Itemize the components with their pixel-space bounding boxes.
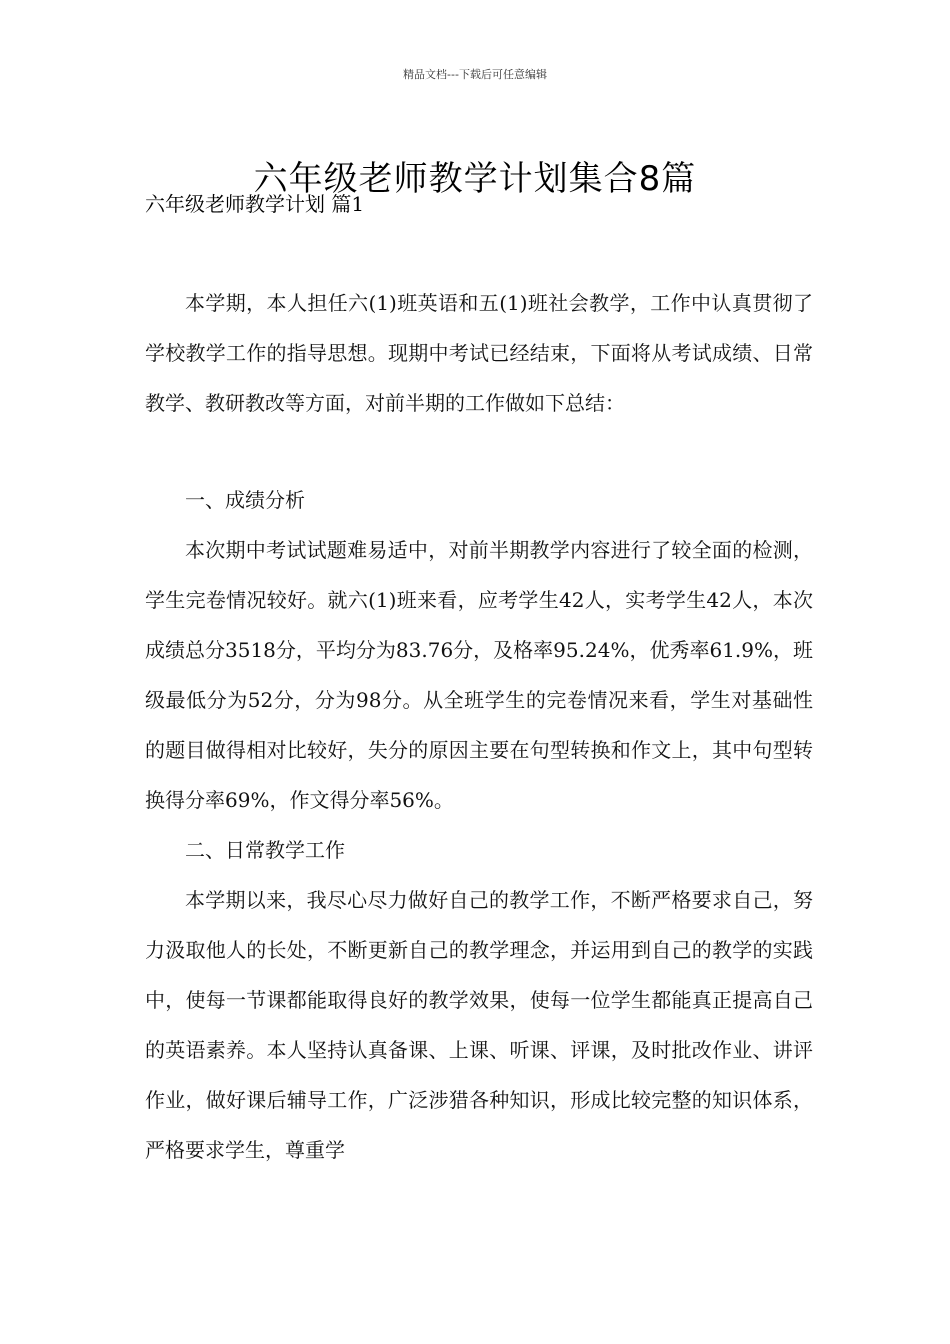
body-section — [145, 475, 813, 1175]
heading-daily-teaching: 二、日常教学工作 — [185, 838, 345, 862]
heading-score-analysis: 一、成绩分析 — [185, 488, 305, 512]
section-subtitle: 六年级老师教学计划 篇1 — [145, 192, 365, 216]
page-header-note: 精品文档---下载后可任意编辑 — [403, 68, 547, 81]
intro-section — [145, 278, 813, 428]
score-analysis-paragraph: 本次期中考试试题难易适中，对前半期教学内容进行了较全面的检测，学生完卷情况较好。就六(1)班来看，应考学生42人，实考学生42人，本次成绩总分3518分，平均分为83.76分，及格率95.24%，优秀率61.9%，班级最低分为52分，分为98分。从全班学生的完卷情况来看，学生对基础性的题目做得相对比较好，失分的原因主要在句型转换和作文上，其中句型转换得分率69%，作文得分率56%。 — [145, 538, 813, 812]
daily-teaching-paragraph: 本学期以来，我尽心尽力做好自己的教学工作，不断严格要求自己，努力汲取他人的长处，不断更新自己的教学理念，并运用到自己的教学的实践中，使每一节课都能取得良好的教学效果，使每一位学生都能真正提高自己的英语素养。本人坚持认真备课、上课、听课、评课，及时批改作业、讲评作业，做好课后辅导工作，广泛涉猎各种知识，形成比较完整的知识体系，严格要求学生，尊重学 — [145, 888, 813, 1162]
document-title: 六年级老师教学计划集合8篇 — [253, 158, 697, 199]
intro-paragraph: 本学期，本人担任六(1)班英语和五(1)班社会教学，工作中认真贯彻了学校教学工作的指导思想。现期中考试已经结束，下面将从考试成绩、日常教学、教研教改等方面，对前半期的工作做如下总结： — [145, 291, 813, 415]
